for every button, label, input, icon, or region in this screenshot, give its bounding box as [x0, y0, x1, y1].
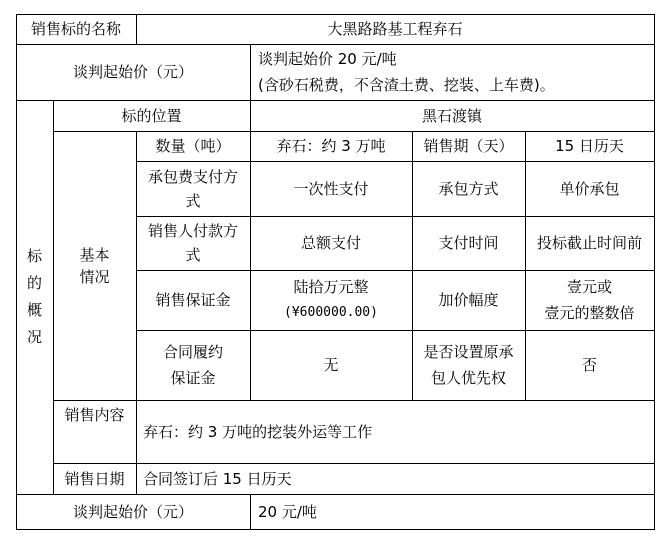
payment-value: 总额支付	[300, 234, 361, 252]
payment-time-label: 支付时间	[438, 234, 499, 252]
contract-fee-label: 承包费支付方 式	[147, 167, 238, 210]
item-name-label: 销售标的名称	[30, 20, 121, 38]
date-label: 销售日期	[64, 469, 125, 488]
increment-value: 壹元或 壹元的整数倍	[544, 278, 635, 322]
overview-label: 标 的 概 况	[26, 247, 42, 346]
quantity-label: 数量（吨）	[155, 137, 231, 155]
deposit-label: 销售保证金	[155, 291, 231, 309]
deposit-amount: (¥600000.00)	[284, 305, 378, 320]
col-divider	[136, 400, 137, 495]
location-value: 黑石渡镇	[421, 106, 482, 125]
date-value: 合同签订后 15 日历天	[143, 469, 292, 488]
period-value: 15 日历天	[555, 137, 624, 155]
content-label: 销售内容	[64, 406, 125, 424]
item-name-value: 大黑路路基工程弃石	[327, 20, 463, 38]
content-value: 弃石：约 3 万吨的挖装外运等工作	[143, 422, 373, 441]
deposit-value: 陆拾万元整	[293, 278, 369, 296]
contract-mode-value: 单价承包	[559, 179, 620, 198]
start-price-label: 谈判起始价（元）	[72, 63, 193, 81]
payment-label: 销售人付款方 式	[147, 222, 238, 264]
col-divider	[250, 44, 251, 101]
table-border-right	[654, 14, 655, 530]
contract-fee-value: 一次性支付	[293, 179, 369, 198]
location-label: 标的位置	[121, 106, 182, 125]
col-divider	[250, 494, 251, 530]
start-price-line1: 谈判起始价 20 元/吨	[258, 50, 397, 68]
performance-label: 合同履约 保证金	[162, 343, 223, 387]
final-price-label: 谈判起始价（元）	[72, 502, 193, 521]
priority-label: 是否设置原承 包人优先权	[423, 343, 514, 387]
payment-time-value: 投标截止时间前	[536, 234, 642, 252]
period-label: 销售期（天）	[423, 137, 514, 155]
table-border-bottom	[16, 529, 654, 530]
final-price-value: 20 元/吨	[258, 502, 317, 521]
priority-value: 否	[581, 356, 597, 374]
increment-label: 加价幅度	[438, 291, 499, 309]
contract-mode-label: 承包方式	[438, 179, 499, 198]
start-price-line2: (含砂石税费，不含渣土费、挖装、上车费)。	[258, 76, 555, 94]
quantity-value: 弃石：约 3 万吨	[276, 137, 386, 155]
basic-info-label: 基本 情况	[79, 245, 110, 286]
performance-value: 无	[323, 356, 339, 374]
